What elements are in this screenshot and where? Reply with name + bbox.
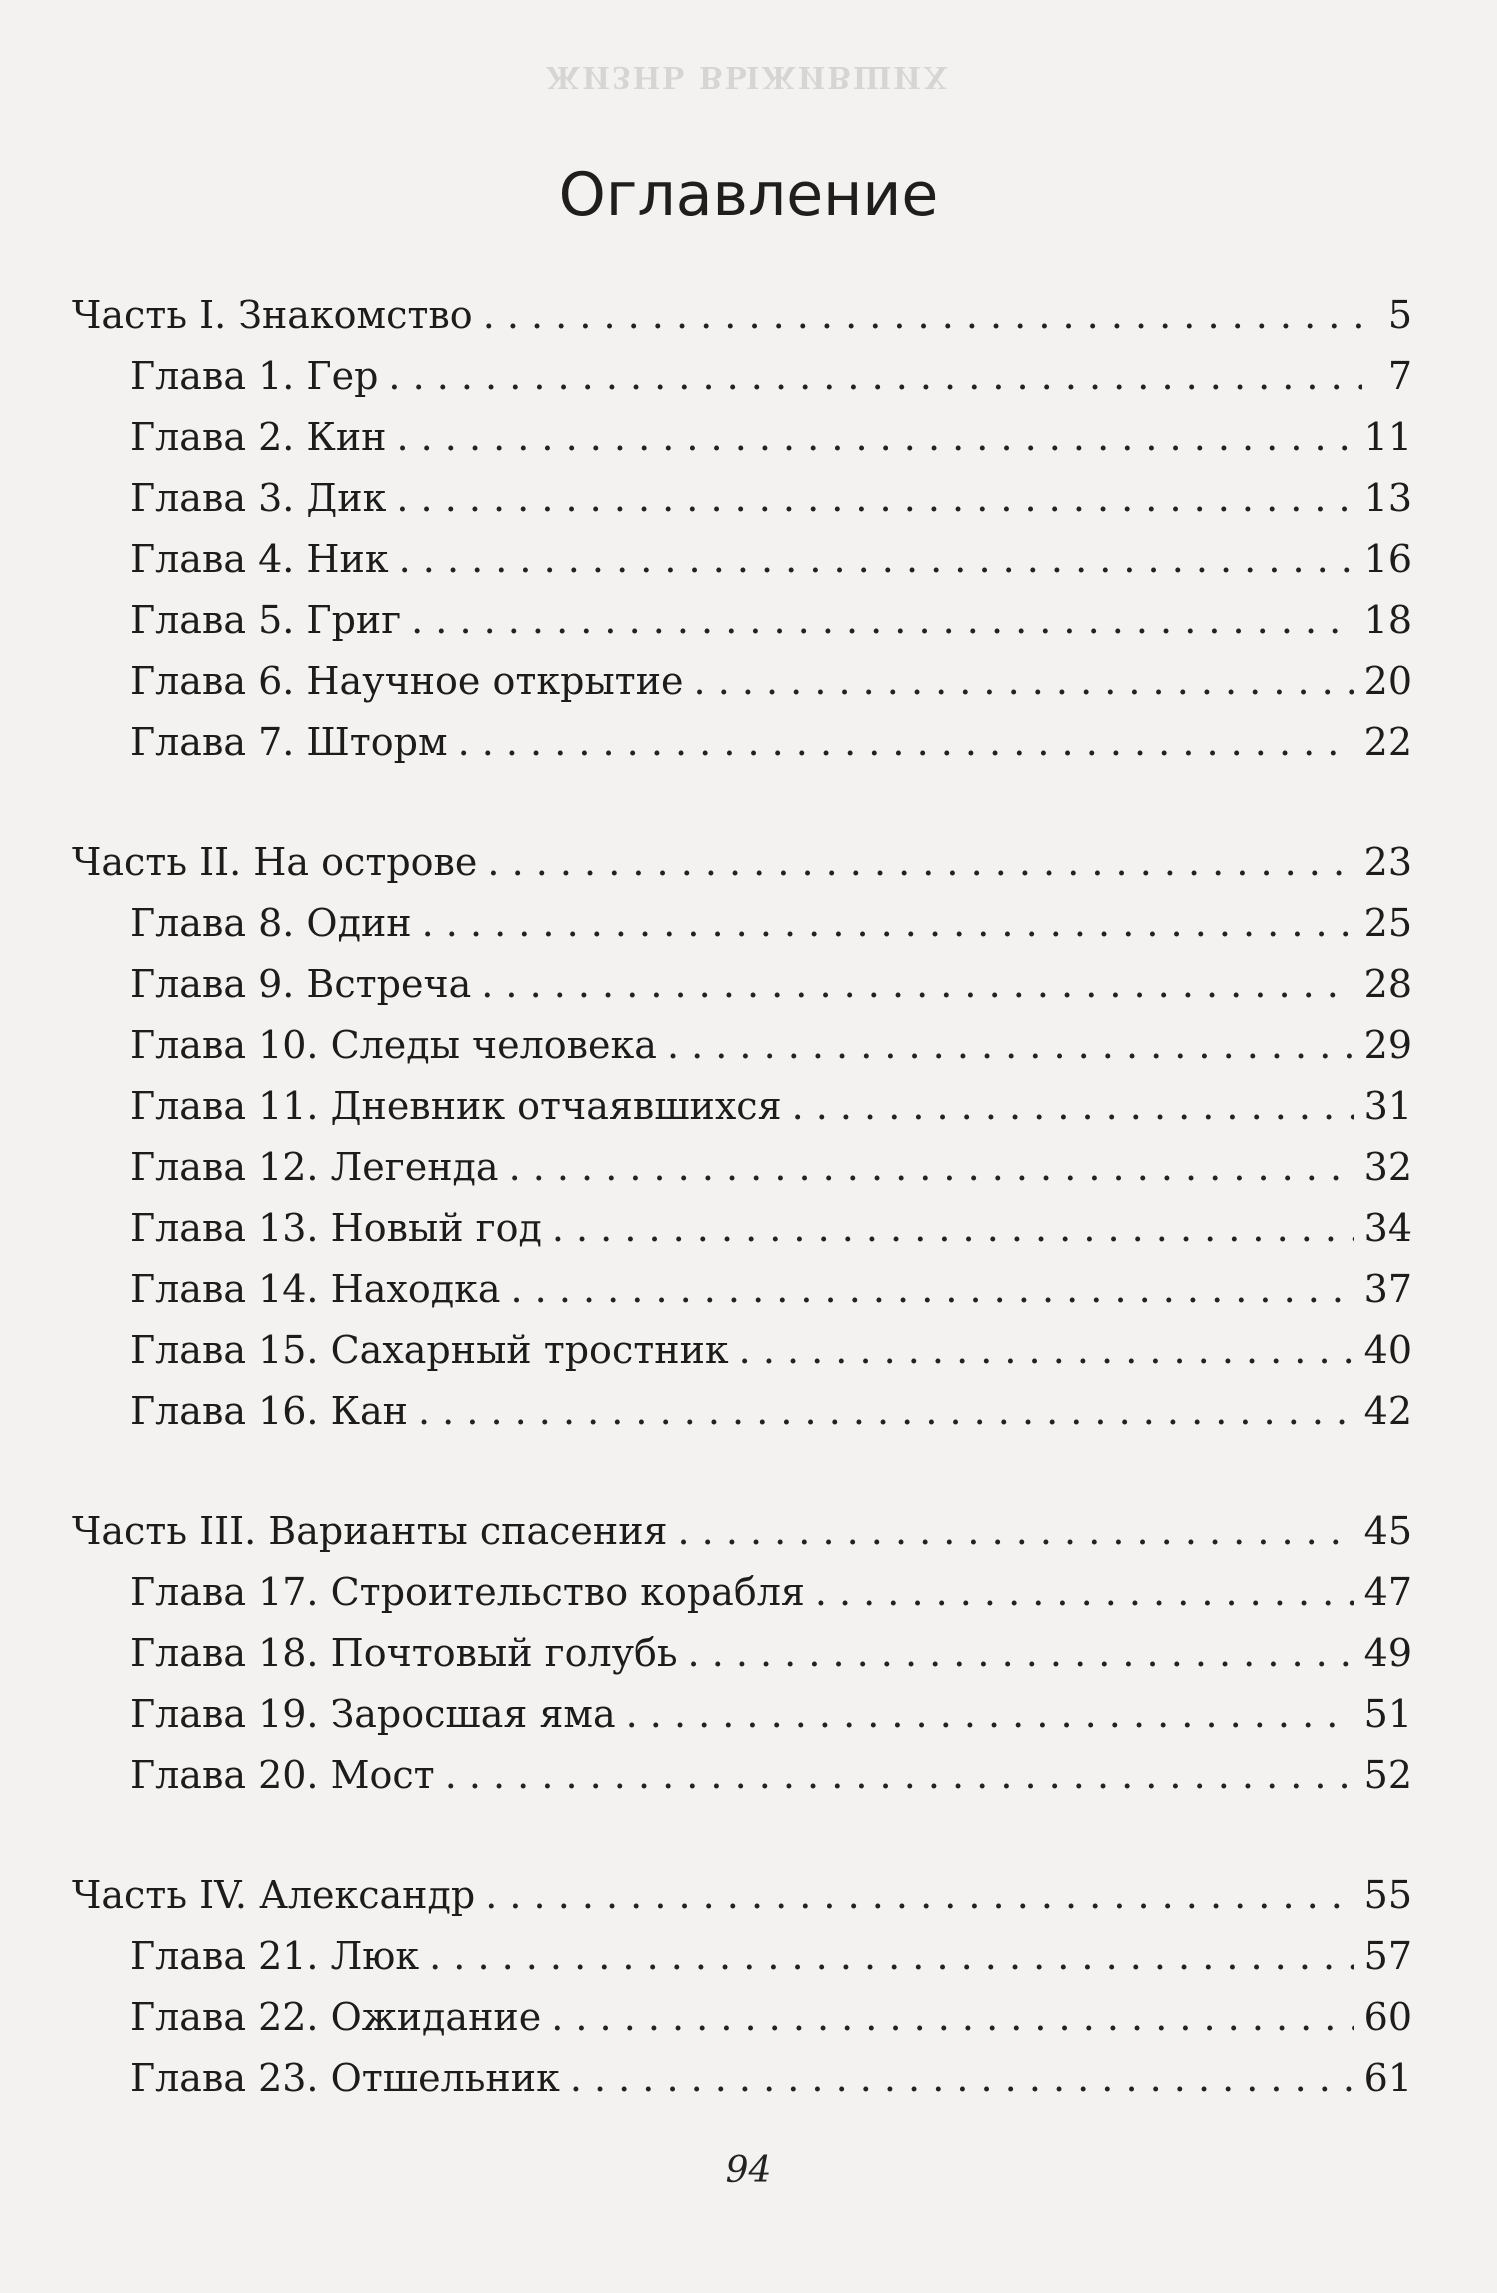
toc-part-page: 5 xyxy=(1387,293,1412,337)
toc-chapter-label: Глава 19. Заросшая яма xyxy=(130,1692,616,1736)
toc-chapter xyxy=(72,407,1412,468)
toc-chapter-label: Глава 11. Дневник отчаявшихся xyxy=(130,1084,782,1128)
toc-chapter-page: 37 xyxy=(1363,1267,1412,1311)
toc-chapter-page: 22 xyxy=(1363,720,1412,764)
leader-dots xyxy=(411,590,1354,651)
table-of-contents xyxy=(72,285,1412,2109)
toc-chapter xyxy=(72,468,1412,529)
toc-chapter-label: Глава 14. Находка xyxy=(130,1267,501,1311)
toc-chapter xyxy=(72,1987,1412,2048)
toc-part-label: Часть II. На острове xyxy=(72,840,478,884)
toc-chapter-page: 32 xyxy=(1363,1145,1412,1189)
toc-chapter-page: 7 xyxy=(1387,354,1412,398)
toc-chapter xyxy=(72,1198,1412,1259)
leader-dots xyxy=(429,1926,1354,1987)
leader-dots xyxy=(626,1684,1354,1745)
toc-chapter-label: Глава 20. Мост xyxy=(130,1753,435,1797)
toc-chapter xyxy=(72,1684,1412,1745)
toc-chapter-label: Глава 16. Кан xyxy=(130,1389,408,1433)
toc-chapter-page: 61 xyxy=(1363,2056,1412,2100)
leader-dots xyxy=(418,1381,1354,1442)
toc-chapter xyxy=(72,346,1412,407)
toc-chapter-page: 29 xyxy=(1363,1023,1412,1067)
toc-chapter xyxy=(72,712,1412,773)
toc-chapter-page: 52 xyxy=(1363,1753,1412,1797)
toc-chapter xyxy=(72,1320,1412,1381)
toc-chapter-page: 40 xyxy=(1363,1328,1412,1372)
toc-chapter xyxy=(72,954,1412,1015)
leader-dots xyxy=(458,712,1354,773)
toc-chapter-page: 49 xyxy=(1363,1631,1412,1675)
leader-dots xyxy=(483,285,1362,346)
toc-chapter-page: 28 xyxy=(1363,962,1412,1006)
toc-chapter-label: Глава 22. Ожидание xyxy=(130,1995,542,2039)
toc-chapter xyxy=(72,1259,1412,1320)
toc-chapter xyxy=(72,590,1412,651)
leader-dots xyxy=(792,1076,1354,1137)
toc-chapter-page: 34 xyxy=(1363,1206,1412,1250)
toc-chapter-label: Глава 1. Гер xyxy=(130,354,379,398)
toc-chapter-page: 13 xyxy=(1363,476,1412,520)
toc-part-label: Часть IV. Александр xyxy=(72,1873,476,1917)
toc-chapter xyxy=(72,2048,1412,2109)
leader-dots xyxy=(509,1137,1354,1198)
leader-dots xyxy=(688,1623,1354,1684)
leader-dots xyxy=(399,529,1354,590)
toc-part-label: Часть I. Знакомство xyxy=(72,293,473,337)
toc-chapter-page: 20 xyxy=(1363,659,1412,703)
toc-chapter xyxy=(72,1562,1412,1623)
toc-chapter-label: Глава 12. Легенда xyxy=(130,1145,499,1189)
toc-part-page: 45 xyxy=(1363,1509,1412,1553)
toc-chapter-label: Глава 8. Один xyxy=(130,901,412,945)
toc-part-label: Часть III. Варианты спасения xyxy=(72,1509,668,1553)
leader-dots xyxy=(511,1259,1354,1320)
toc-chapter xyxy=(72,1381,1412,1442)
toc-chapter-label: Глава 4. Ник xyxy=(130,537,389,581)
bleed-through-header: ЖИЗНЬ ВЫЖИВШИХ xyxy=(546,59,951,96)
toc-chapter-label: Глава 15. Сахарный тростник xyxy=(130,1328,729,1372)
toc-chapter-label: Глава 17. Строительство корабля xyxy=(130,1570,805,1614)
toc-chapter xyxy=(72,1015,1412,1076)
toc-chapter xyxy=(72,1076,1412,1137)
toc-chapter xyxy=(72,529,1412,590)
leader-dots xyxy=(552,1198,1354,1259)
toc-chapter xyxy=(72,893,1412,954)
toc-part-page: 55 xyxy=(1363,1873,1412,1917)
leader-dots xyxy=(396,468,1353,529)
leader-dots xyxy=(388,346,1362,407)
toc-chapter xyxy=(72,651,1412,712)
toc-chapter-page: 31 xyxy=(1363,1084,1412,1128)
leader-dots xyxy=(694,651,1354,712)
page-number: 94 xyxy=(725,2150,772,2191)
leader-dots xyxy=(815,1562,1354,1623)
toc-chapter-label: Глава 18. Почтовый голубь xyxy=(130,1631,678,1675)
toc-chapter xyxy=(72,1745,1412,1806)
leader-dots xyxy=(487,832,1353,893)
toc-chapter xyxy=(72,1137,1412,1198)
toc-part xyxy=(72,1865,1412,1926)
toc-chapter-label: Глава 5. Григ xyxy=(130,598,402,642)
part-gap xyxy=(72,1442,1412,1501)
toc-chapter-label: Глава 3. Дик xyxy=(130,476,387,520)
leader-dots xyxy=(445,1745,1354,1806)
toc-part xyxy=(72,285,1412,346)
toc-chapter-label: Глава 23. Отшельник xyxy=(130,2056,560,2100)
leader-dots xyxy=(678,1501,1354,1562)
toc-chapter-label: Глава 7. Шторм xyxy=(130,720,448,764)
toc-chapter-page: 11 xyxy=(1363,415,1412,459)
leader-dots xyxy=(481,954,1353,1015)
toc-chapter-label: Глава 2. Кин xyxy=(130,415,387,459)
toc-chapter-label: Глава 6. Научное открытие xyxy=(130,659,684,703)
toc-chapter-label: Глава 21. Люк xyxy=(130,1934,420,1978)
toc-chapter-page: 16 xyxy=(1363,537,1412,581)
part-gap xyxy=(72,773,1412,832)
page-title: Оглавление xyxy=(558,160,939,230)
leader-dots xyxy=(396,407,1353,468)
toc-chapter-page: 60 xyxy=(1363,1995,1412,2039)
toc-chapter-page: 51 xyxy=(1363,1692,1412,1736)
toc-chapter-page: 25 xyxy=(1363,901,1412,945)
leader-dots xyxy=(485,1865,1353,1926)
leader-dots xyxy=(739,1320,1354,1381)
toc-part xyxy=(72,832,1412,893)
toc-part xyxy=(72,1501,1412,1562)
toc-chapter xyxy=(72,1926,1412,1987)
toc-chapter-label: Глава 13. Новый год xyxy=(130,1206,542,1250)
leader-dots xyxy=(570,2048,1354,2109)
part-gap xyxy=(72,1806,1412,1865)
toc-chapter-label: Глава 10. Следы человека xyxy=(130,1023,657,1067)
toc-chapter-label: Глава 9. Встреча xyxy=(130,962,472,1006)
leader-dots xyxy=(667,1015,1354,1076)
leader-dots xyxy=(422,893,1354,954)
leader-dots xyxy=(551,1987,1353,2048)
toc-chapter-page: 18 xyxy=(1363,598,1412,642)
toc-chapter-page: 57 xyxy=(1363,1934,1412,1978)
toc-part-page: 23 xyxy=(1363,840,1412,884)
toc-chapter-page: 47 xyxy=(1363,1570,1412,1614)
toc-chapter xyxy=(72,1623,1412,1684)
toc-chapter-page: 42 xyxy=(1363,1389,1412,1433)
